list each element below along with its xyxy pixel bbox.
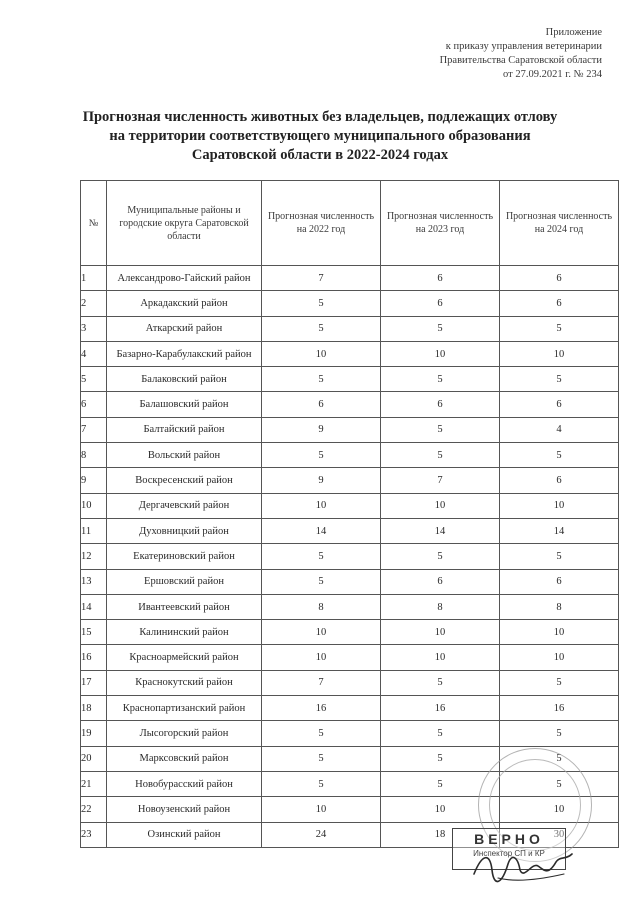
cell-num: 6	[81, 392, 107, 417]
cell-district: Воскресенский район	[107, 468, 262, 493]
cell-2022: 14	[262, 518, 381, 543]
cell-num: 8	[81, 443, 107, 468]
table-row	[81, 544, 619, 569]
table-row	[81, 468, 619, 493]
cell-district: Екатериновский район	[107, 544, 262, 569]
cell-district: Александрово-Гайский район	[107, 266, 262, 291]
cell-2023: 14	[381, 518, 500, 543]
table-row	[81, 443, 619, 468]
cell-district: Вольский район	[107, 443, 262, 468]
cell-num: 14	[81, 594, 107, 619]
cell-district: Новоузенский район	[107, 797, 262, 822]
cell-2022: 9	[262, 417, 381, 442]
cell-2022: 5	[262, 721, 381, 746]
cell-2024: 6	[500, 291, 619, 316]
cell-2023: 5	[381, 417, 500, 442]
verno-stamp-sub: Инспектор СП и КР	[473, 849, 545, 858]
cell-2023: 6	[381, 266, 500, 291]
cell-2023: 10	[381, 341, 500, 366]
cell-2022: 5	[262, 443, 381, 468]
cell-2023: 16	[381, 696, 500, 721]
cell-2023: 10	[381, 645, 500, 670]
cell-district: Базарно-Карабулакский район	[107, 341, 262, 366]
cell-num: 18	[81, 696, 107, 721]
cell-2022: 24	[262, 822, 381, 847]
cell-2022: 5	[262, 746, 381, 771]
cell-2023: 5	[381, 746, 500, 771]
header-2024: Прогнозная численность на 2024 год	[500, 181, 619, 266]
cell-2022: 16	[262, 696, 381, 721]
cell-num: 16	[81, 645, 107, 670]
cell-2024: 6	[500, 468, 619, 493]
table-row	[81, 670, 619, 695]
cell-2023: 6	[381, 291, 500, 316]
cell-num: 1	[81, 266, 107, 291]
cell-district: Краснопартизанский район	[107, 696, 262, 721]
cell-2024: 10	[500, 797, 619, 822]
cell-num: 5	[81, 367, 107, 392]
appendix-line-3: Правительства Саратовской области	[439, 55, 602, 66]
cell-num: 23	[81, 822, 107, 847]
cell-2024: 16	[500, 696, 619, 721]
table-row	[81, 291, 619, 316]
verno-stamp-word: ВЕРНО	[474, 831, 544, 847]
cell-2022: 7	[262, 266, 381, 291]
header-2022: Прогнозная численность на 2022 год	[262, 181, 381, 266]
cell-2023: 5	[381, 316, 500, 341]
cell-2023: 10	[381, 493, 500, 518]
cell-num: 21	[81, 771, 107, 796]
cell-district: Озинский район	[107, 822, 262, 847]
cell-district: Красноармейский район	[107, 645, 262, 670]
header-2023: Прогнозная численность на 2023 год	[381, 181, 500, 266]
cell-2022: 5	[262, 367, 381, 392]
cell-2024: 10	[500, 493, 619, 518]
cell-2024: 6	[500, 266, 619, 291]
cell-2023: 5	[381, 443, 500, 468]
cell-num: 22	[81, 797, 107, 822]
table-row	[81, 316, 619, 341]
cell-2024: 5	[500, 316, 619, 341]
cell-2023: 5	[381, 544, 500, 569]
cell-2022: 5	[262, 569, 381, 594]
cell-num: 12	[81, 544, 107, 569]
table-row	[81, 367, 619, 392]
cell-2024: 14	[500, 518, 619, 543]
cell-2024: 5	[500, 367, 619, 392]
cell-2024: 5	[500, 443, 619, 468]
table-row	[81, 341, 619, 366]
cell-district: Духовницкий район	[107, 518, 262, 543]
cell-num: 2	[81, 291, 107, 316]
cell-2022: 9	[262, 468, 381, 493]
appendix-note	[440, 26, 602, 82]
cell-2022: 10	[262, 620, 381, 645]
cell-2024: 8	[500, 594, 619, 619]
cell-district: Калининский район	[107, 620, 262, 645]
cell-2024: 6	[500, 392, 619, 417]
cell-num: 9	[81, 468, 107, 493]
cell-2024: 6	[500, 569, 619, 594]
cell-2024: 4	[500, 417, 619, 442]
cell-2024: 30	[500, 822, 619, 847]
cell-2022: 10	[262, 493, 381, 518]
cell-2022: 5	[262, 544, 381, 569]
cell-2024: 5	[500, 746, 619, 771]
cell-district: Дергачевский район	[107, 493, 262, 518]
cell-2022: 8	[262, 594, 381, 619]
cell-district: Ершовский район	[107, 569, 262, 594]
cell-2024: 10	[500, 341, 619, 366]
cell-2023: 7	[381, 468, 500, 493]
cell-num: 10	[81, 493, 107, 518]
cell-2022: 7	[262, 670, 381, 695]
table-row	[81, 620, 619, 645]
cell-district: Краснокутский район	[107, 670, 262, 695]
cell-2024: 5	[500, 544, 619, 569]
cell-district: Балтайский район	[107, 417, 262, 442]
appendix-line-1: Приложение	[545, 27, 602, 38]
cell-2024: 10	[500, 620, 619, 645]
appendix-line-4: от 27.09.2021 г. № 234	[503, 69, 602, 80]
table-row	[81, 594, 619, 619]
table-row	[81, 696, 619, 721]
cell-district: Ивантеевский район	[107, 594, 262, 619]
cell-num: 17	[81, 670, 107, 695]
table-row	[81, 645, 619, 670]
header-district: Муниципальные районы и городские округа Саратовской области	[107, 181, 262, 266]
cell-2022: 5	[262, 316, 381, 341]
cell-2023: 5	[381, 367, 500, 392]
table-header-row	[81, 181, 619, 266]
cell-num: 11	[81, 518, 107, 543]
cell-num: 7	[81, 417, 107, 442]
table-row	[81, 518, 619, 543]
table-row	[81, 493, 619, 518]
cell-2024: 10	[500, 645, 619, 670]
appendix-line-2: к приказу управления ветеринарии	[445, 41, 602, 52]
cell-2022: 5	[262, 291, 381, 316]
header-num: №	[81, 181, 107, 266]
cell-num: 3	[81, 316, 107, 341]
cell-2023: 8	[381, 594, 500, 619]
cell-2023: 5	[381, 670, 500, 695]
title-line-2: на территории соответствующего муниципального образования	[109, 128, 531, 144]
cell-2022: 10	[262, 645, 381, 670]
cell-district: Балаковский район	[107, 367, 262, 392]
cell-2023: 5	[381, 721, 500, 746]
cell-2023: 10	[381, 797, 500, 822]
table-row	[81, 266, 619, 291]
cell-num: 20	[81, 746, 107, 771]
cell-2022: 5	[262, 771, 381, 796]
cell-2022: 6	[262, 392, 381, 417]
table-row	[81, 417, 619, 442]
cell-district: Аркадакский район	[107, 291, 262, 316]
cell-num: 13	[81, 569, 107, 594]
cell-2023: 5	[381, 771, 500, 796]
cell-2023: 10	[381, 620, 500, 645]
cell-district: Новобурасский район	[107, 771, 262, 796]
document-title	[60, 108, 580, 165]
cell-2022: 10	[262, 341, 381, 366]
cell-2024: 5	[500, 771, 619, 796]
cell-district: Лысогорский район	[107, 721, 262, 746]
cell-num: 19	[81, 721, 107, 746]
cell-district: Балашовский район	[107, 392, 262, 417]
cell-district: Марксовский район	[107, 746, 262, 771]
table-row	[81, 721, 619, 746]
cell-num: 15	[81, 620, 107, 645]
table-row	[81, 569, 619, 594]
cell-2024: 5	[500, 670, 619, 695]
cell-2023: 6	[381, 569, 500, 594]
title-line-1: Прогнозная численность животных без владельцев, подлежащих отлову	[82, 109, 558, 125]
title-line-3: Саратовской области в 2022-2024 годах	[191, 147, 449, 163]
cell-2022: 10	[262, 797, 381, 822]
cell-2024: 5	[500, 721, 619, 746]
cell-num: 4	[81, 341, 107, 366]
table-row	[81, 392, 619, 417]
cell-2023: 18	[381, 822, 500, 847]
handwritten-signature	[468, 840, 578, 890]
cell-2023: 6	[381, 392, 500, 417]
cell-district: Аткарский район	[107, 316, 262, 341]
